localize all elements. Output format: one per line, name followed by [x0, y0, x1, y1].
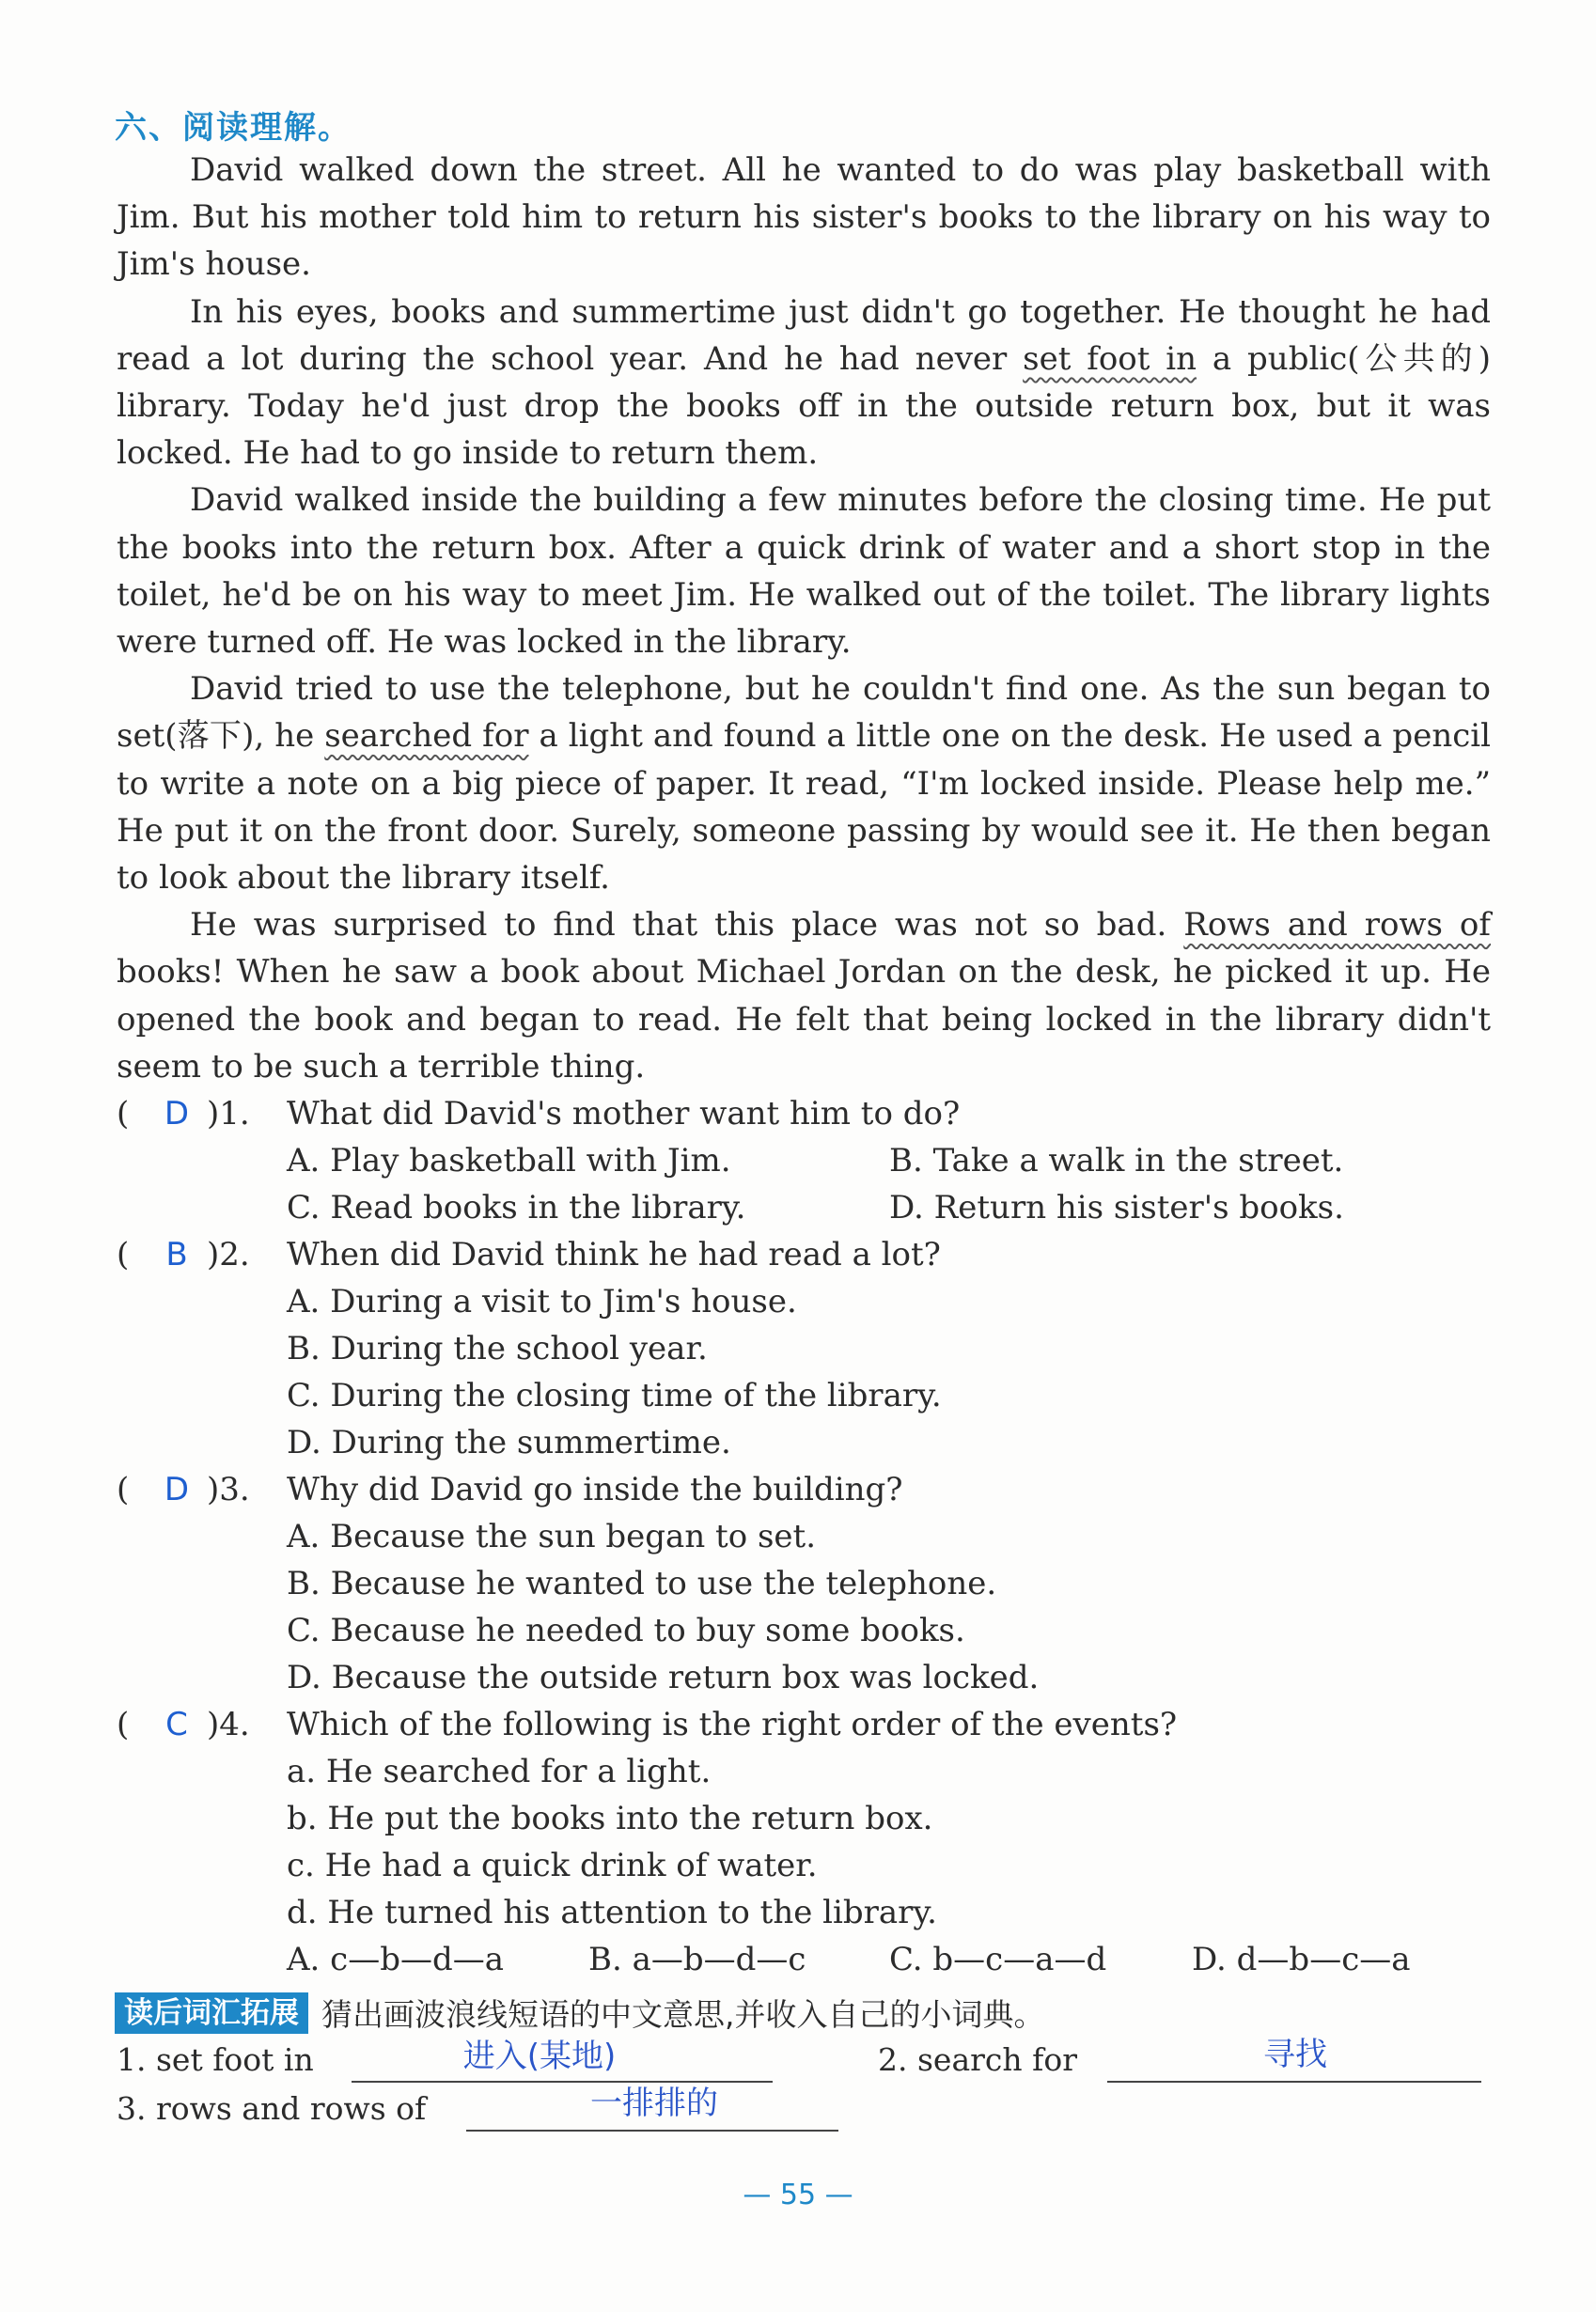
answer-paren: (	[117, 1471, 130, 1508]
option-row	[117, 1184, 1491, 1231]
option-b: B. Because he wanted to use the telephone.	[287, 1565, 997, 1602]
event-d: d. He turned his attention to the library.	[287, 1894, 937, 1931]
vocab-item-label: 2. search for	[878, 2041, 1077, 2078]
passage-paragraph-1: David walked down the street. All he wanted to do was play basketball with Jim. But his mother told him to return his sister's books to the library on his way to Jim's house.	[117, 151, 1491, 284]
option-row	[117, 1325, 1491, 1372]
option-b: B. Take a walk in the street.	[889, 1142, 1344, 1179]
page-number: — 55 —	[743, 2179, 853, 2211]
event-row	[117, 1842, 1491, 1889]
passage-paragraph-4	[117, 665, 1491, 901]
vocab-badge: 读后词汇拓展	[115, 1992, 308, 2034]
option-row	[117, 1513, 1491, 1560]
question-3	[117, 1466, 1491, 1513]
passage-paragraph-2	[117, 289, 1491, 477]
event-c: c. He had a quick drink of water.	[287, 1847, 818, 1884]
vocab-instruction: 猜出画波浪线短语的中文意思,并收入自己的小词典。	[321, 1996, 1045, 2033]
question-number: )4.	[207, 1706, 250, 1743]
option-a: A. Because the sun began to set.	[287, 1518, 817, 1555]
answer-mark: D	[164, 1471, 190, 1508]
question-text: What did David's mother want him to do?	[287, 1095, 961, 1133]
question-1	[117, 1090, 1491, 1137]
passage-text: He was surprised to find that this place was not so bad.	[190, 906, 1184, 945]
event-row	[117, 1889, 1491, 1936]
passage-text: In his eyes, books and summertime just didn't go together. He thought he had read a lot during the school year. And he had never	[117, 292, 1491, 378]
passage-text: a public(公共的) library. Today he'd just drop the books off in the outside return box, but it was locked. He had to go inside to return them.	[117, 339, 1491, 473]
option-row	[117, 1137, 1491, 1184]
question-text: When did David think he had read a lot?	[287, 1236, 941, 1273]
option-c: C. During the closing time of the library.	[287, 1377, 942, 1414]
answer-paren: (	[117, 1095, 130, 1133]
passage-text: books! When he saw a book about Michael Jordan on the desk, he picked it up. He opened the book and began to read. He felt that being locked in the library didn't seem to be such a terrible thing.	[117, 953, 1491, 1086]
reading-passage	[117, 147, 1491, 1090]
section-title: 六、阅读理解。	[115, 109, 352, 147]
option-a: A. c—b—d—a	[287, 1941, 505, 1978]
option-c: C. Because he needed to buy some books.	[287, 1612, 965, 1649]
question-2	[117, 1231, 1491, 1278]
handwritten-answer: 进入(某地)	[462, 2038, 617, 2075]
wavy-phrase-set-foot-in: set foot in	[1023, 339, 1197, 378]
option-a: A. During a visit to Jim's house.	[287, 1283, 797, 1320]
passage-text: a light and found a little one on the desk. He used a pencil to write a note on a big piece of paper. It read, “I'm locked inside. Please help me.” He put it on the front door. Surely, someone passing by would see it. He then began to look about the library itself.	[117, 717, 1492, 898]
option-d: D. During the summertime.	[287, 1424, 731, 1461]
option-row	[117, 1560, 1491, 1607]
question-list	[117, 1090, 1491, 1983]
option-d: D. Because the outside return box was locked.	[287, 1659, 1040, 1696]
vocab-item-label: 1. set foot in	[117, 2041, 314, 2078]
question-number: )2.	[207, 1236, 250, 1273]
option-b: B. a—b—d—c	[588, 1941, 806, 1978]
wavy-phrase-rows-and-rows-of: Rows and rows of	[1183, 906, 1491, 945]
option-row	[117, 1372, 1491, 1419]
handwritten-answer: 一排排的	[590, 2085, 718, 2122]
question-number: )3.	[207, 1471, 250, 1508]
question-number: )1.	[207, 1095, 250, 1133]
option-d: D. d—b—c—a	[1192, 1941, 1411, 1978]
answer-mark: D	[164, 1095, 190, 1133]
option-d: D. Return his sister's books.	[889, 1189, 1344, 1226]
passage-paragraph-3: David walked inside the building a few minutes before the closing time. He put the books into the return box. After a quick drink of water and a short stop in the toilet, he'd be on his way to meet Jim. He walked out of the toilet. The library lights were turned off. He was locked in the library.	[117, 481, 1491, 662]
vocab-extension-header	[115, 1991, 1045, 2032]
option-row	[117, 1419, 1491, 1466]
option-c: C. b—c—a—d	[889, 1941, 1107, 1978]
option-row	[117, 1607, 1491, 1654]
vocab-item-label: 3. rows and rows of	[117, 2090, 427, 2127]
passage-paragraph-5	[117, 901, 1491, 1090]
event-row	[117, 1795, 1491, 1842]
option-c: C. Read books in the library.	[287, 1189, 746, 1226]
option-row	[117, 1936, 1491, 1983]
option-b: B. During the school year.	[287, 1330, 708, 1367]
answer-mark: B	[165, 1236, 188, 1273]
question-4	[117, 1701, 1491, 1748]
handwritten-answer: 寻找	[1263, 2036, 1327, 2073]
wavy-phrase-searched-for: searched for	[324, 717, 529, 756]
answer-paren: (	[117, 1706, 130, 1743]
question-text: Why did David go inside the building?	[287, 1471, 903, 1508]
answer-paren: (	[117, 1236, 130, 1273]
option-a: A. Play basketball with Jim.	[287, 1142, 731, 1179]
event-b: b. He put the books into the return box.	[287, 1800, 933, 1837]
option-row	[117, 1654, 1491, 1701]
option-row	[117, 1278, 1491, 1325]
event-row	[117, 1748, 1491, 1795]
answer-blank	[1107, 2081, 1481, 2083]
event-a: a. He searched for a light.	[287, 1753, 712, 1790]
answer-blank	[466, 2130, 838, 2132]
answer-mark: C	[165, 1706, 188, 1743]
question-text: Which of the following is the right order of the events?	[287, 1706, 1178, 1743]
passage-text: David tried to use the telephone, but he couldn't find one. As the sun began to set(落下), he	[117, 670, 1491, 756]
